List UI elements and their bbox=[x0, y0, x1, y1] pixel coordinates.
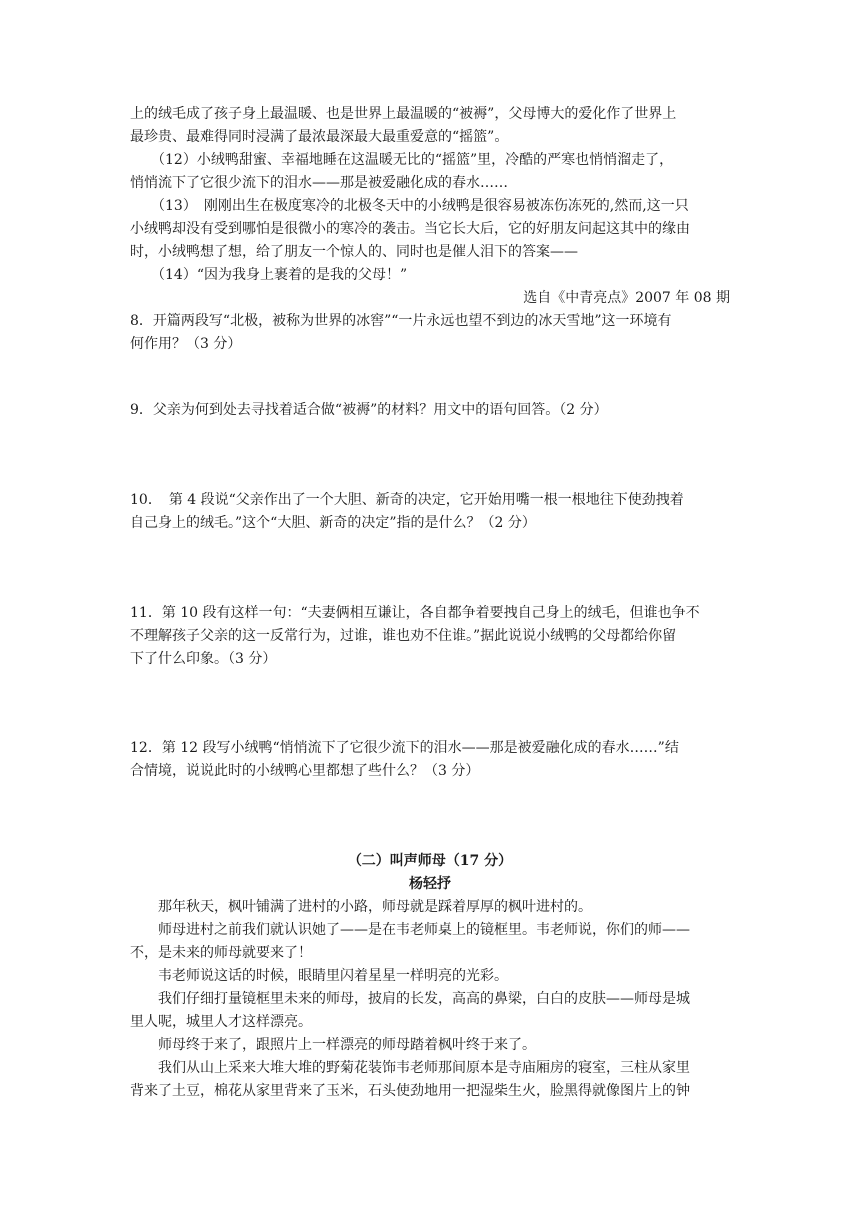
passage2-line: 那年秋天，枫叶铺满了进村的小路，师母就是踩着厚厚的枫叶进村的。 bbox=[130, 899, 592, 915]
question-11-cont: 下了什么印象。（3 分） bbox=[130, 651, 277, 667]
passage1-line: 时，小绒鸭想了想，给了朋友一个惊人的、同时也是催人泪下的答案—— bbox=[130, 244, 578, 260]
passage2-line: 师母进村之前我们就认识她了——是在韦老师桌上的镜框里。韦老师说，你们的师—— bbox=[130, 922, 690, 938]
question-10-cont: 自己身上的绒毛。”这个“大胆、新奇的决定”指的是什么？（2 分） bbox=[130, 515, 536, 531]
passage1-line: 上的绒毛成了孩子身上最温暖、也是世界上最温暖的“被褥”，父母博大的爱化作了世界上 bbox=[130, 106, 677, 122]
question-8: 8．开篇两段写“北极，被称为世界的冰窖”“一片永远也望不到边的冰天雪地”这一环境有 bbox=[130, 313, 672, 329]
question-8-cont: 何作用？（3 分） bbox=[130, 336, 242, 352]
question-9: 9．父亲为何到处去寻找着适合做“被褥”的材料？用文中的语句回答。（2 分） bbox=[130, 402, 608, 418]
passage1-paragraph-13: （13） 刚刚出生在极度寒冷的北极冬天中的小绒鸭是很容易被冻伤冻死的,然而,这一只 bbox=[130, 198, 689, 214]
passage2-line: 我们从山上采来大堆大堆的野菊花装饰韦老师那间原本是寺庙厢房的寝室，三柱从家里 bbox=[130, 1060, 690, 1076]
passage2-line: 背来了土豆，棉花从家里背来了玉米，石头使劲地用一把湿柴生火，脸黑得就像图片上的钟 bbox=[130, 1083, 690, 1099]
source-citation: 选自《中青亮点》2007 年 08 期 bbox=[523, 290, 730, 306]
question-12-cont: 合情境，说说此时的小绒鸭心里都想了些什么？（3 分） bbox=[130, 763, 480, 779]
passage1-line: 最珍贵、最难得同时浸满了最浓最深最大最重爱意的“摇篮”。 bbox=[130, 129, 509, 145]
passage1-paragraph-14: （14）“因为我身上裹着的是我的父母！” bbox=[130, 267, 408, 283]
passage2-title: （二）叫声师母（17 分） bbox=[347, 853, 513, 869]
passage1-line: 小绒鸭却没有受到哪怕是很微小的寒冷的袭击。当它长大后，它的好朋友问起这其中的缘由 bbox=[130, 221, 690, 237]
passage2-author: 杨轻抒 bbox=[409, 876, 451, 892]
question-10: 10． 第 4 段说“父亲作出了一个大胆、新奇的决定，它开始用嘴一根一根地往下使劲拽着 bbox=[130, 492, 684, 508]
question-11-cont: 不理解孩子父亲的这一反常行为，过谁，谁也劝不住谁。”据此说说小绒鸭的父母都给你留 bbox=[130, 628, 677, 644]
passage1-line: 悄悄流下了它很少流下的泪水——那是被爱融化成的春水…… bbox=[130, 175, 508, 191]
passage1-paragraph-12: （12）小绒鸭甜蜜、幸福地睡在这温暖无比的“摇篮”里，冷酷的严寒也悄悄溜走了， bbox=[130, 152, 674, 168]
passage2-line: 不，是未来的师母就要来了！ bbox=[130, 945, 312, 961]
passage2-line: 里人呢，城里人才这样漂亮。 bbox=[130, 1014, 312, 1030]
question-11: 11．第 10 段有这样一句：“夫妻俩相互谦让，各自都争着要拽自己身上的绒毛，但谁也争不 bbox=[130, 605, 700, 621]
passage2-line: 师母终于来了，跟照片上一样漂亮的师母踏着枫叶终于来了。 bbox=[130, 1037, 536, 1053]
passage2-line: 韦老师说这话的时候，眼睛里闪着星星一样明亮的光彩。 bbox=[130, 968, 508, 984]
question-12: 12．第 12 段写小绒鸭“悄悄流下了它很少流下的泪水——那是被爱融化成的春水……”结 bbox=[130, 740, 679, 756]
passage2-line: 我们仔细打量镜框里未来的师母，披肩的长发，高高的鼻梁，白白的皮肤——师母是城 bbox=[130, 991, 690, 1007]
